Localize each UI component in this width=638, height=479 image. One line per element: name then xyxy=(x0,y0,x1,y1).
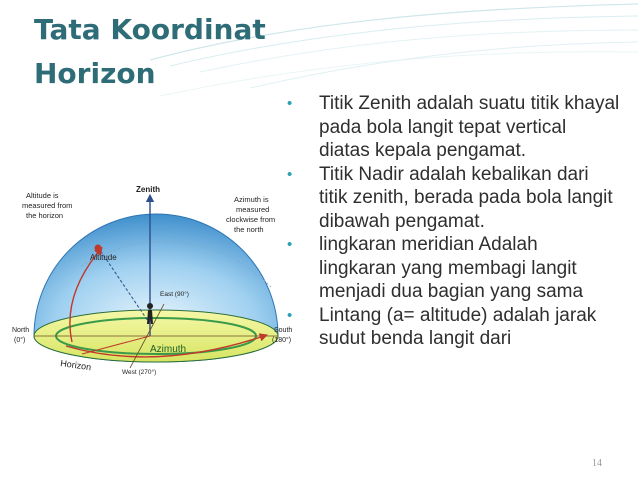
label-altitude: Altitude xyxy=(90,253,117,262)
label-horizon: Horizon xyxy=(59,358,92,373)
bullet-text: Titik Nadir adalah kebalikan dari titik zenith, berada pada bola langit dibawah pengamat. xyxy=(319,163,613,232)
label-azimuth-note-2: measured xyxy=(236,205,270,214)
star-icon xyxy=(95,245,102,252)
label-zenith: Zenith xyxy=(136,185,160,194)
bullet-text: Titik Zenith adalah suatu titik khayal pada bola langit tepat vertical diatas kepala pengamat. xyxy=(319,93,620,161)
bullet-altitude xyxy=(285,304,620,351)
label-north-2: (0°) xyxy=(14,337,26,344)
bullet-dot-icon: • xyxy=(287,165,293,183)
slide-title: Tata Koordinat Horizon xyxy=(34,13,266,90)
label-azimuth-note-4: the north xyxy=(234,225,264,234)
horizon-coordinate-diagram xyxy=(12,176,298,376)
bullet-meridian xyxy=(285,233,620,304)
label-east: East (90°) xyxy=(160,291,189,298)
label-north-1: North xyxy=(12,327,30,334)
bullet-dot-icon: • xyxy=(287,306,293,324)
bullet-text: lingkaran meridian Adalah lingkaran yang membagi langit menjadi dua bagian yang sama xyxy=(319,234,584,302)
bullet-list xyxy=(285,92,620,351)
bullet-text: Lintang (a= altitude) adalah jarak sudut benda langit dari xyxy=(319,304,597,349)
label-azimuth: Azimuth xyxy=(150,344,187,355)
bullet-zenith xyxy=(285,92,620,163)
bullet-nadir xyxy=(285,163,620,234)
label-altitude-note-3: the horizon xyxy=(26,211,64,220)
label-south-1: South xyxy=(274,327,293,334)
page-number: 14 xyxy=(592,458,602,469)
label-south-2: (180°) xyxy=(272,337,292,344)
label-azimuth-note-3: clockwise from xyxy=(226,215,276,224)
label-azimuth-note-1: Azimuth is xyxy=(234,195,269,204)
bullet-dot-icon: • xyxy=(287,95,293,112)
bullet-dot-icon: • xyxy=(287,236,293,253)
label-altitude-note-1: Altitude is xyxy=(26,191,59,200)
label-altitude-note-2: measured from xyxy=(22,201,73,210)
label-west: West (270°) xyxy=(122,369,157,376)
